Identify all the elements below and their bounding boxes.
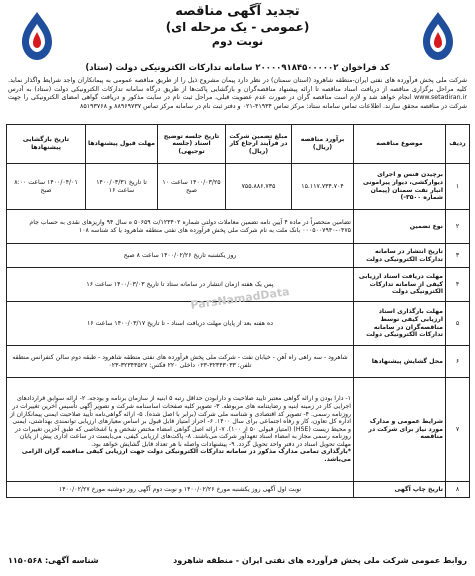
- table-row: [7, 346, 470, 378]
- col-guarantee: مبلغ تضمین شرکت در فرآیند ارجاع کار (ریال): [226, 125, 292, 164]
- ad-title: تجدید آگهی مناقصه: [175, 4, 300, 19]
- nioc-logo-right: [415, 10, 461, 64]
- row-number: ۱: [446, 164, 470, 210]
- row-number: ۸: [446, 482, 470, 498]
- row-label: مهلت بارگذاری اسناد ارزیابی کیفی توسط مناقصه‌گران در سامانه تدارکات الکترونیکی دولت: [354, 302, 446, 346]
- row-label: مهلت دریافت اسناد ارزیابی کیفی از سامانه تدارکات الکترونیکی دولت: [354, 268, 446, 302]
- tender-subject: برچیدن فنس و اجرای دیوارکشی، دیوار پیرامونی انبار نفت سمنان (پیمان شماره ۳۵۰۰-): [354, 164, 446, 210]
- row-number: ۷: [446, 378, 470, 482]
- watermark: ParsNamadData: [189, 285, 291, 312]
- table-header-row: [7, 125, 470, 164]
- footer-ad-id: شناسه آگهی: ۱۱۵۰۵۶۸: [8, 556, 99, 565]
- tender-deadline: تا تاریخ ۱۴۰۰/۰۳/۳۱ ساعت ۱۶: [86, 164, 158, 210]
- ad-header: [70, 4, 405, 48]
- table-row: [7, 244, 470, 268]
- nioc-logo-left: [14, 10, 60, 64]
- row-label: شرایط عمومی و مدارک مورد نیاز برای شرکت در مناقصه: [354, 378, 446, 482]
- row-number: ۴: [446, 268, 470, 302]
- tender-opening: ۱۴۰۰/۰۴/۰۱ ساعت ۸:۰۰ صبح: [7, 164, 86, 210]
- table-row: [7, 210, 470, 244]
- row-label: تاریخ چاپ آگهی: [354, 482, 446, 498]
- row-text: نوبت اول آگهی روز یکشنبه مورخ ۱۴۰۰/۰۲/۲۶ و نوبت دوم آگهی روز دوشنبه مورخ ۱۴۰۰/۰۲/۲۷: [7, 482, 354, 498]
- ad-round: نوبت دوم: [211, 35, 264, 48]
- row-number: ۳: [446, 244, 470, 268]
- row-text: [7, 378, 354, 482]
- row-text: پس یک هفته ازمان انتشار در سامانه ستاد تا تاریخ ۱۴۰۰/۰۳/۰۳ ساعت ۱۶: [7, 268, 354, 302]
- table-row: [7, 482, 470, 498]
- row-text: روز یکشنبه تاریخ ۱۴۰۰/۰۲/۲۶ ساعت ۸ صبح: [7, 244, 354, 268]
- row-number: ۵: [446, 302, 470, 346]
- row-label: نوع تضمین: [354, 210, 446, 244]
- row-text: تضامین منحصراً در ماده ۴ آیین نامه تضمین معاملات دولتی شماره ۱۲۳۴۰۲/ت ۵۰۶۵۹ ه سال ۹۴ واریزهای نقدی به حساب جام ۰۴۷۵-۰۰۰۵۰۰۷۹۴۰ بانک ملت به نام شرکت ملی پخش فرآورده های نفتی منطقه شاهرود یا کد شناسه ۱۰۸: [7, 210, 354, 244]
- table-row: [7, 164, 470, 210]
- row-text: شاهرود - سه راهی راه آهن - خیابان نفت - شرکت ملی پخش فرآورده های نفتی منطقه شاهرود - طبقه دوم سالن کنفرانس منطقه تلفن: ۳۲۳۴۳۰۳۳-۰۲۳ داخلی ۲۲۰ فکس: ۳۲۳۴۳۵۲۷-۰۲۳: [7, 346, 354, 378]
- col-briefing: تاریخ جلسه توضیح اسناد (جلسه توجیهی): [158, 125, 226, 164]
- tender-guarantee: ۷۵۵.۸۸۶.۷۳۵: [226, 164, 292, 210]
- table-row: [7, 378, 470, 482]
- conditions-note: *بارگذاری تمامی مدارک مذکور در سامانه تدارکات الکترونیکی دولت جهت ارزیابی کیفی مناقصه گران الزامی می‌باشد.: [21, 448, 351, 464]
- tender-estimate: ۱۵.۱۱۷.۷۳۴.۷۰۴: [292, 164, 354, 210]
- tender-briefing: ۱۴۰۰/۰۳/۲۵ ساعت ۱۰ صبح: [158, 164, 226, 210]
- ad-subtitle: (عمومی - یک مرحله ای): [165, 20, 310, 34]
- col-row: ردیف: [446, 125, 470, 164]
- row-label: تاریخ انتشار در سامانه تدارکات الکترونیکی دولت: [354, 244, 446, 268]
- col-deadline: مهلت قبول پیشنهادها: [86, 125, 158, 164]
- footer-company: روابط عمومی شرکت ملی پخش فرآورده های نفتی ایران - منطقه شاهرود: [173, 556, 467, 565]
- table-row: [7, 302, 470, 346]
- row-text: ده هفته بعد از پایان مهلت دریافت اسناد - تا تاریخ ۱۴۰۰/۰۳/۱۷ ساعت ۱۶: [7, 302, 354, 346]
- intro-paragraph: شرکت ملی پخش فرآورده های نفتی ایران-منطقه شاهرود (استان سمنان) در نظر دارد پیمان مشروح ذیل را از طریق مناقصه عمومی به پیمانکاران واجد شرایط واگذار نماید. کلیه مراحل برگزاری مناقصه از دریافت اسناد مناقصه تا ارائه پیشنهاد مناقصه‌گران و بازگشایی پاکت‌ها از طریق درگاه سامانه تدارکات الکترونیکی دولت (ستاد) به آدرس www.setadiran.ir انجام خواهد شد و لازم است مناقصه گران در صورت عدم عضویت قبلی، مراحل ثبت نام در سایت مذکور و دریافت گواهی امضای الکترونیکی را جهت شرکت در مناقصه محقق سازند. اطلاعات تماس سامانه ستاد: مرکز تماس ۴۱۹۳۴-۰۲۱ و دفتر ثبت نام در سامانه مرکز تماس ۸۸۹۶۹۷۳۷ و ۸۵۱۹۳۷۶۸: [8, 77, 467, 110]
- row-number: ۲: [446, 210, 470, 244]
- tender-table: [6, 124, 470, 498]
- col-estimate: برآورد مناقصه (ریال): [292, 125, 354, 164]
- call-number: کد فراخوان ۲۰۰۰۰۹۱۸۴۵۰۰۰۰۰۲ سامانه تدارکات الکترونیکی دولت (ستاد): [85, 63, 390, 73]
- row-number: ۶: [446, 346, 470, 378]
- col-opening: تاریخ بازگشایی پیشنهادها: [7, 125, 86, 164]
- footer: [8, 553, 467, 571]
- col-subject: موضوع مناقصه: [354, 125, 446, 164]
- conditions-text: ۱- دارا بودن و ارائه گواهی معتبر تایید صلاحیت و دارابودن حداقل رتبه ۵ ابنیه از سازمان برنامه و بودجه. ۲- ارائه سوابق قراردادهای اجرایی کار در زمینه ابنیه و رضایتنامه های مربوطه. ۳- تصویر کلیه صفحات اساسنامه شرکت و تصویر آگهی تأسیس آخرین تغییرات در روزنامه رسمی. ۴- تصویر کد اقتصادی و شناسه ملی شرکت (برابر با اصل شده). ۵- ارائه گواهی‌نامه تأیید صلاحیت ایمنی پیمانکاران از اداره کل تعاون، کار و رفاه اجتماعی برای سال ۱۴۰۰. ۶- احراز امتیاز قابل قبول بر اساس معیارهای ارزیابی توانمندی بهداشتی، ایمنی و محیط زیست (HSE) (امتیاز قبولی ۵۰ از ۱۰۰). ۷- ارائه اصل گواهی امضاء مختص شخص و یا اشخاصی که طبق آخرین تغییرات در روزنامه رسمی مجاز به امضاء اسناد تعهدآور شرکت می‌باشند. ۸- پاکت‌های ارزیابی کیفی، می‌بایست در ساعت اداری پیش از پایان مهلت تحویل اسناد در دفتر واحد تحویل گردد. ۹- پیشنهادات واصله با هر تعداد قابل گشایش خواهد بود.: [9, 395, 351, 448]
- row-label: محل گشایش پیشنهادها: [354, 346, 446, 378]
